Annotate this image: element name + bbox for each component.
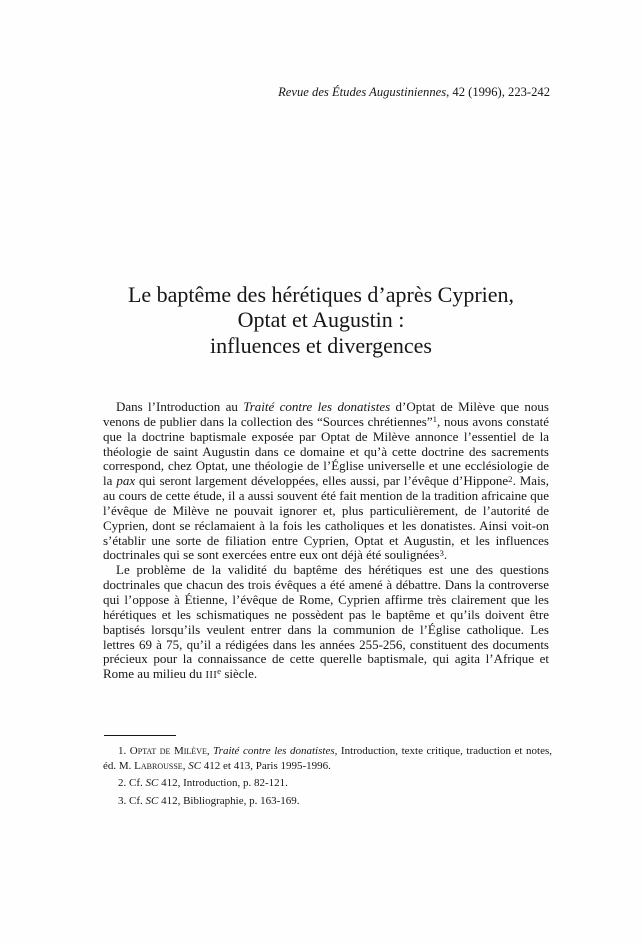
footnote-separator xyxy=(104,735,176,736)
title-line-3: influences et divergences xyxy=(210,332,432,358)
intro-paragraph-2: Le problème de la validité du baptême des hérétiques est une des questions doctrinales que chacun des trois évêques a été amené à débattre. Dans la controverse qui l’oppose à Étienne, l’évêque de Rome, Cyprien affirme très clairement que les hérétiques et les schismatiques ne possèdent pas le baptême et qu’ils doivent être baptisés lorsqu’ils veulent entrer dans la communion de l’Église catholique. Les lettres 69 à 75, qu’il a rédigées dans les années 255-256, constituent des documents précieux pour la connaissance de cette querelle baptismale, qui agita l’Afrique et Rome au milieu du IIIe siècle. xyxy=(103,562,549,682)
article-title xyxy=(0,282,642,358)
footnotes-block xyxy=(103,744,552,812)
running-head: Revue des Études Augustiniennes, 42 (1996), 223-242 xyxy=(278,85,550,99)
footnote-3: 3. Cf. SC 412, Bibliographie, p. 163-169. xyxy=(118,794,300,807)
intro-paragraph-1: Dans l’Introduction au Traité contre les donatistes d’Optat de Milève que nous venons de publier dans la collection des “Sources chrétiennes”$^1$, nous avons constaté que la doctrine baptismale exposée par Optat de Milève annonce l’essentiel de la théologie de saint Augustin dans ce domaine et qu’à cette doctrine des sacrements correspond, chez Optat, une théologie de l’Église universelle et une ecclésiologie de la pax qui seront largement développées, elles aussi, par l’évêque d’Hippone$^2$. Mais, au cours de cette étude, il a aussi souvent été fait mention de la tradition africaine que l’évêque de Milève ne pouvait ignorer et, plus particulièrement, de l’autorité de Cyprien, dont se réclamaient à la fois les catholiques et les donatistes. Ainsi voit-on s’établir une sorte de filiation entre Cyprien, Optat et Augustin, et les influences doctrinales qui se sont exercées entre eux ont déjà été soulignées$^3$. xyxy=(103,399,550,563)
title-line-1: Le baptême des hérétiques d’après Cyprien, xyxy=(127,282,515,307)
footnote-1: 1. Optat de Milève, Traité contre les donatistes, Introduction, texte critique, traduction et notes, éd. M. Labrousse, SC 412 et 413, Paris 1995-1996. xyxy=(103,744,552,772)
title-line-2: Optat et Augustin : xyxy=(237,307,405,333)
article-body xyxy=(103,400,549,684)
footnote-2: 2. Cf. SC 412, Introduction, p. 82-121. xyxy=(118,777,288,789)
